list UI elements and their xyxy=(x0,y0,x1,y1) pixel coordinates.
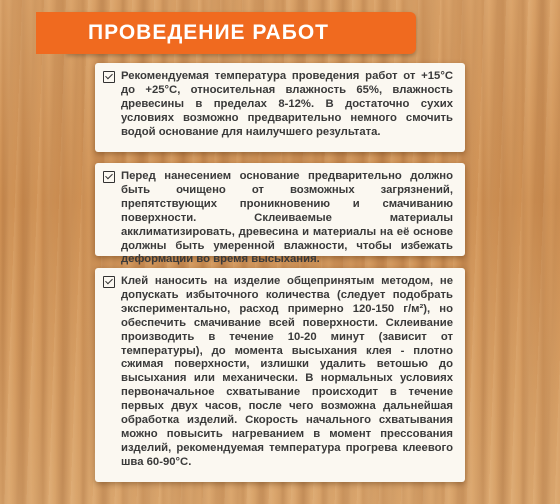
info-card-application xyxy=(95,268,465,482)
checkbox-icon xyxy=(103,276,115,288)
info-card-text: Клей наносить на изделие общепринятым методом, не допускать избыточного количества (следует подобрать экспериментально, расход примерно 120-150 г/м²), но обеспечить смачивание всей поверхности. Склеивание производить в течение 10-20 минут (зависит от температуры), до момента высыхания клея - плотно сжимая поверхности, излишки удалить ветошью до высыхания или механически. В нормальных условиях первоначальное схватывание происходит в течение первых двух часов, после чего возможна дальнейшая обработка изделий. Скорость начального схватывания можно повысить нагреванием в момент прессования изделий, рекомендуемая температура прогрева клеевого шва 60-90°С. xyxy=(121,275,453,468)
checkbox-icon xyxy=(103,71,115,83)
header-banner xyxy=(66,12,416,54)
info-card-preparation xyxy=(95,163,465,266)
info-card-text: Рекомендуемая температура проведения работ от +15°С до +25°С, относительная влажность 65%, влажность древесины в пределах 8-12%. В достаточно сухих условиях возможно предварительно немного смочить водой основание для наилучшего результата. xyxy=(121,70,453,138)
info-card-text: Перед нанесением основание предварительно должно быть очищено от возможных загрязнений, препятствующих проникновению и смачиванию поверхности. Склеиваемые материалы акклиматизировать, древесина и материалы на её основе должны быть умеренной влажности, чтобы избежать деформации во время высыхания. xyxy=(121,170,453,266)
checkbox-icon xyxy=(103,171,115,183)
page-title: ПРОВЕДЕНИЕ РАБОТ xyxy=(88,21,329,44)
info-card-conditions xyxy=(95,63,465,152)
